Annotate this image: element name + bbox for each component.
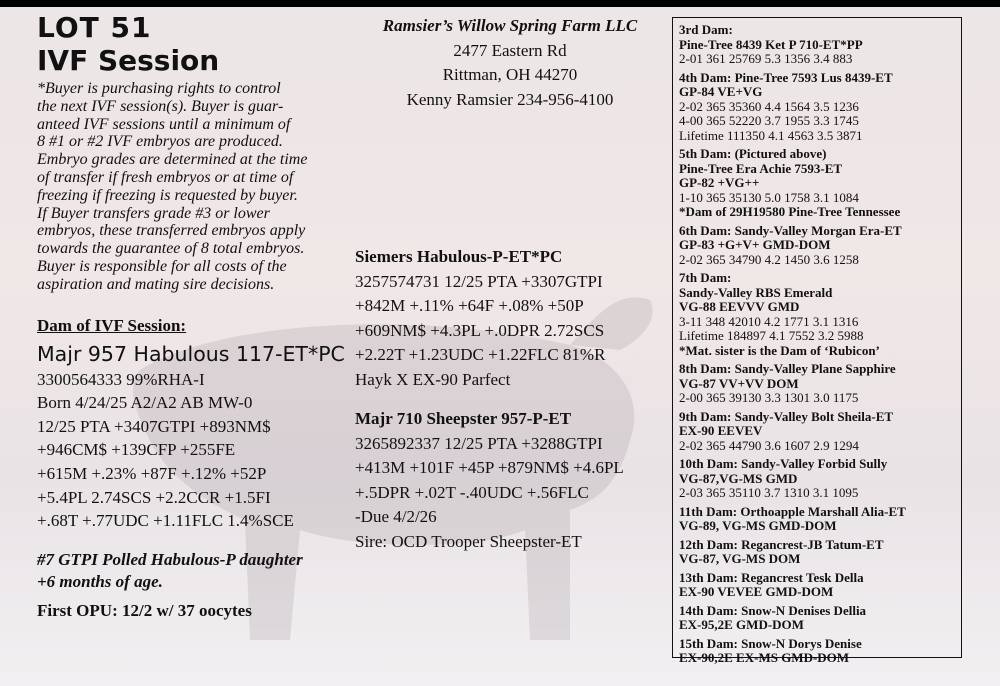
dam-record-line: 2-03 365 35110 3.7 1310 3.1 1095 <box>679 485 859 500</box>
sire-stat-line: -Due 4/2/26 <box>355 507 437 526</box>
ranking-note <box>37 549 349 593</box>
disclaimer-line: aspiration and mating sire decisions. <box>37 275 275 293</box>
farm-contact: Kenny Ramsier 234-956-4100 <box>406 89 614 109</box>
dam-stat-line: +615M +.23% +87F +.12% +52P <box>37 463 267 483</box>
disclaimer-line: towards the guarantee of 8 total embryos. <box>37 240 305 258</box>
dam-heading-line: GP-84 VE+VG <box>679 84 763 99</box>
sire-stat-line: 3265892337 12/25 PTA +3288GTPI <box>355 433 603 453</box>
disclaimer-line: Embryo grades are determined at the time <box>37 151 308 169</box>
dam-stat-line: +946CM$ +139CFP +255FE <box>37 440 236 460</box>
disclaimer-line: Buyer is responsible for all costs of the <box>37 257 287 275</box>
sire-name: Siemers Habulous-P-ET*PC <box>355 247 563 266</box>
dam-heading-line: 11th Dam: Orthoapple Marshall Alia-ET <box>679 503 906 519</box>
dam-heading-line: 3rd Dam: <box>679 22 733 37</box>
farm-name: Ramsier’s Willow Spring Farm LLC <box>382 16 638 35</box>
dam-record-line: 3-11 348 42010 4.2 1771 3.1 1316 <box>679 313 859 329</box>
dam-stat-line: +5.4PL 2.74SCS +2.2CCR +1.5FI <box>37 487 271 507</box>
note-line: #7 GTPI Polled Habulous-P daughter <box>37 549 303 569</box>
dam-name: Majr 957 Habulous 117-ET*PC <box>37 341 345 366</box>
sire-block <box>355 245 665 392</box>
sire-name: Majr 710 Sheepster 957-P-ET <box>355 409 572 428</box>
farm-address-city: Rittman, OH 44270 <box>442 65 578 84</box>
sire-stat-line: +609NM$ +4.3PL +.0DPR 2.72SCS <box>355 320 605 340</box>
dam-record-line: 2-01 361 25769 5.3 1356 3.4 883 <box>679 51 853 66</box>
dam-record-line: 2-02 365 35360 4.4 1564 3.5 1236 <box>679 98 859 114</box>
dam-heading-line: 8th Dam: Sandy-Valley Plane Sapphire <box>679 361 896 376</box>
dam-heading-line: VG-87 VV+VV DOM <box>679 375 799 391</box>
disclaimer-line: the next IVF session(s). Buyer is guar- <box>37 97 284 115</box>
dam-heading-line: GP-82 +VG++ <box>679 175 760 190</box>
dam-entry <box>679 147 961 220</box>
dam-heading-line: Pine-Tree 8439 Ket P 710-ET*PP <box>679 36 863 52</box>
dam-stat-line: 12/25 PTA +3407GTPI +893NM$ <box>37 416 271 436</box>
dam-heading-line: VG-87, VG-MS DOM <box>679 551 801 566</box>
sire-block <box>355 407 665 554</box>
dam-heading-line: 14th Dam: Snow-N Denises Dellia <box>679 602 867 618</box>
sire-stat-line: Sire: OCD Trooper Sheepster-ET <box>355 531 582 551</box>
maternal-pedigree-box <box>672 17 962 665</box>
dam-heading-line: Pine-Tree Era Achie 7593-ET <box>679 160 843 176</box>
dam-entry <box>679 410 961 454</box>
dam-heading-line: Sandy-Valley RBS Emerald <box>679 284 833 300</box>
dam-entry <box>679 538 961 567</box>
dam-record-line: 2-00 365 39130 3.3 1301 3.0 1175 <box>679 390 859 405</box>
dam-heading-line: 13th Dam: Regancrest Tesk Della <box>679 569 864 585</box>
dam-heading-line: EX-95,2E GMD-DOM <box>679 617 804 632</box>
dam-heading-line: 10th Dam: Sandy-Valley Forbid Sully <box>679 456 888 471</box>
disclaimer-line: If Buyer transfers grade #3 or lower <box>37 204 270 222</box>
dam-stat-line: +.68T +.77UDC +1.11FLC 1.4%SCE <box>37 511 294 531</box>
dam-stats <box>37 368 349 533</box>
dam-entry <box>679 362 961 406</box>
dam-entry <box>679 604 961 633</box>
sire-stat-line: +2.22T +1.23UDC +1.22FLC 81%R <box>355 345 606 364</box>
dam-heading-line: VG-89, VG-MS GMD-DOM <box>679 518 837 533</box>
terms-disclaimer <box>37 80 349 294</box>
lot-details <box>37 12 349 621</box>
dam-record-line: 2-02 365 34790 4.2 1450 3.6 1258 <box>679 251 859 267</box>
disclaimer-line: 8 #1 or #2 IVF embryos are produced. <box>37 133 283 151</box>
dam-stat-line: 3300564333 99%RHA-I <box>37 369 205 389</box>
sire-stat-line: +413M +101F +45P +879NM$ +4.6PL <box>355 458 624 477</box>
first-opu: First OPU: 12/2 w/ 37 oocytes <box>37 600 252 620</box>
dam-heading-line: 6th Dam: Sandy-Valley Morgan Era-ET <box>679 222 902 238</box>
lot-number: LOT 51 <box>37 11 152 44</box>
dam-heading-line: EX-90 VEVEE GMD-DOM <box>679 584 834 599</box>
dam-entry <box>679 457 961 501</box>
dam-heading-line: VG-88 EEVVV GMD <box>679 299 800 314</box>
disclaimer-line: freezing if freezing is requested by buyer. <box>37 186 298 204</box>
sire-stat-line: Hayk X EX-90 Parfect <box>355 369 511 389</box>
farm-address-street: 2477 Eastern Rd <box>453 40 567 60</box>
dam-entry <box>679 71 961 144</box>
disclaimer-line: of transfer if fresh embryos or at time of <box>37 168 294 186</box>
dam-entry <box>679 224 961 268</box>
dam-record-line: 4-00 365 52220 3.7 1955 3.3 1745 <box>679 113 859 128</box>
dam-heading-line: EX-90 EEVEV <box>679 423 763 438</box>
dam-heading-line: GP-83 +G+V+ GMD-DOM <box>679 237 831 252</box>
dam-record-line: 1-10 365 35130 5.0 1758 3.1 1084 <box>679 189 859 205</box>
dam-section-heading: Dam of IVF Session: <box>37 315 187 335</box>
dam-heading-line: 9th Dam: Sandy-Valley Bolt Sheila-ET <box>679 408 894 424</box>
sire-stat-line: +842M +.11% +64F +.08% +50P <box>355 296 584 315</box>
dam-entry <box>679 23 961 67</box>
dam-entry <box>679 271 961 358</box>
dam-record-line: Lifetime 184897 4.1 7552 3.2 5988 <box>679 328 864 343</box>
dam-record-line: Lifetime 111350 4.1 4563 3.5 3871 <box>679 127 863 143</box>
disclaimer-line: *Buyer is purchasing rights to control <box>37 80 281 97</box>
top-rule <box>0 0 1000 7</box>
dam-heading-line: 12th Dam: Regancrest-JB Tatum-ET <box>679 536 884 552</box>
note-line: +6 months of age. <box>37 571 163 591</box>
disclaimer-line: anteed IVF sessions until a minimum of <box>37 115 291 133</box>
consignor-info <box>360 14 660 112</box>
dam-heading-line: 4th Dam: Pine-Tree 7593 Lus 8439-ET <box>679 69 893 85</box>
dam-record-line: 2-02 365 44790 3.6 1607 2.9 1294 <box>679 437 859 453</box>
disclaimer-line: embryos, these transferred embryos apply <box>37 222 306 240</box>
dam-heading-line: 5th Dam: (Pictured above) <box>679 146 827 161</box>
dam-heading-line: EX-90,2E EX-MS GMD-DOM <box>679 650 850 665</box>
dam-heading-line: VG-87,VG-MS GMD <box>679 470 798 486</box>
sire-stat-line: 3257574731 12/25 PTA +3307GTPI <box>355 271 603 291</box>
dam-stat-line: Born 4/24/25 A2/A2 AB MW-0 <box>37 393 253 413</box>
sire-stat-line: +.5DPR +.02T -.40UDC +.56FLC <box>355 482 589 502</box>
dam-entry <box>679 505 961 534</box>
dam-heading-line: 15th Dam: Snow-N Dorys Denise <box>679 635 862 651</box>
dam-note-line: *Dam of 29H19580 Pine-Tree Tennessee <box>679 204 901 219</box>
dam-entry <box>679 637 961 666</box>
dam-entry <box>679 571 961 600</box>
dam-note-line: *Mat. sister is the Dam of ‘Rubicon’ <box>679 342 880 358</box>
dam-heading-line: 7th Dam: <box>679 270 732 285</box>
lot-subtitle: IVF Session <box>37 44 220 77</box>
